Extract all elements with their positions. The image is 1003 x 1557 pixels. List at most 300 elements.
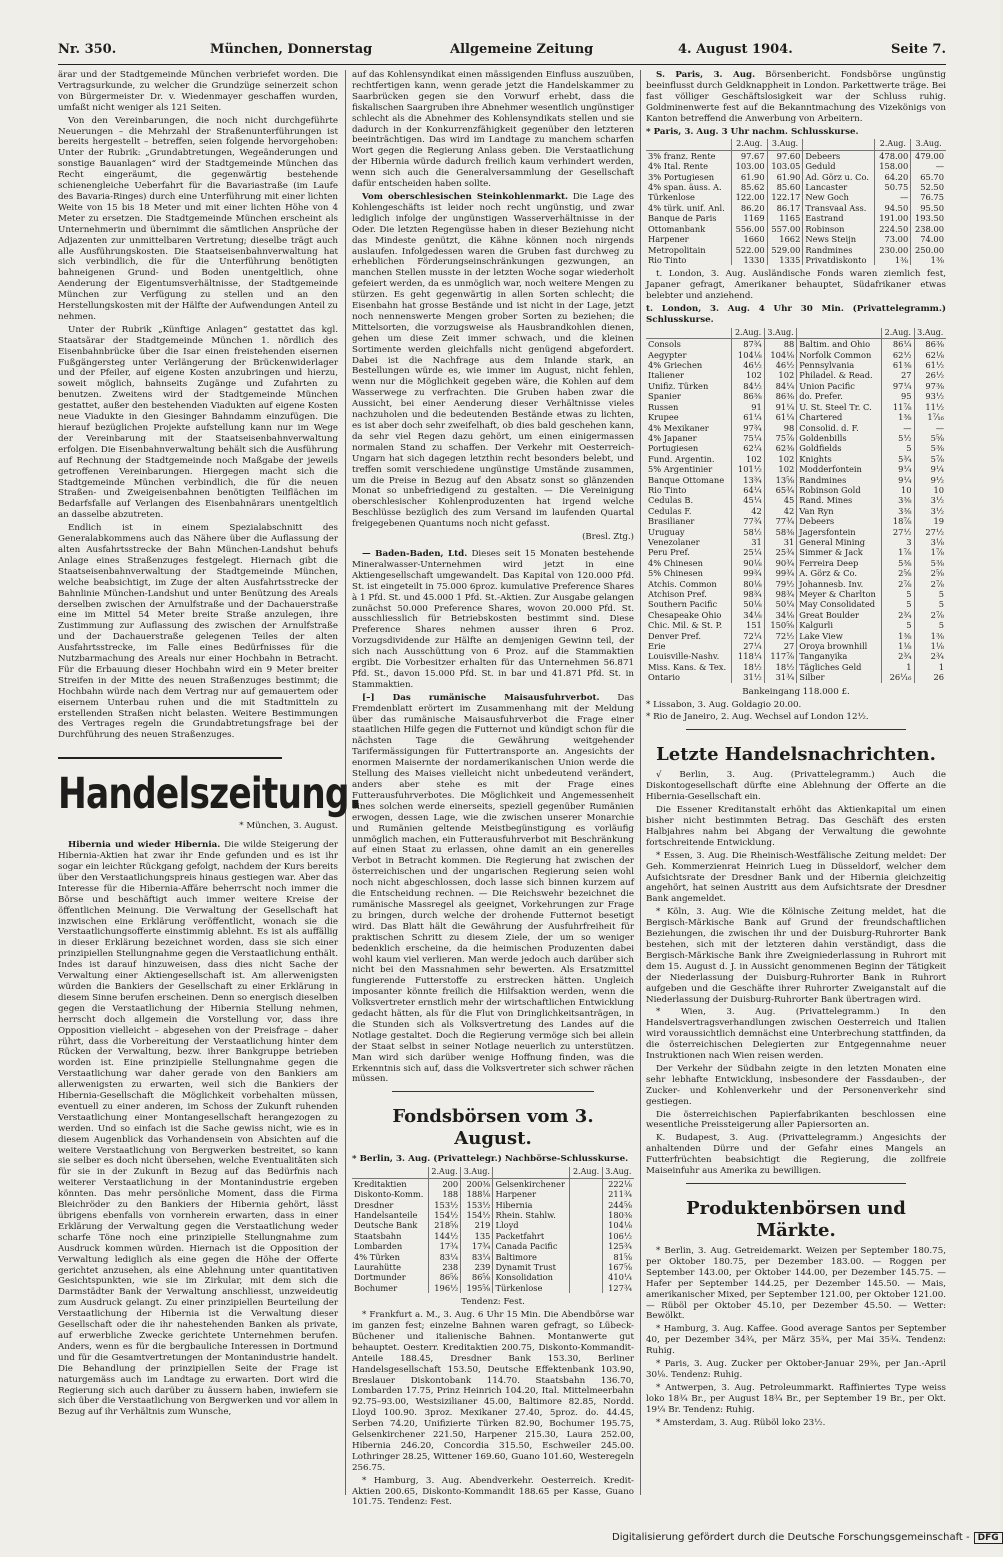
quote-value: 2⅞ bbox=[914, 610, 946, 620]
security-name: Meyer & Charlton bbox=[797, 589, 882, 599]
security-name: 4% Türken bbox=[354, 1251, 400, 1262]
quote-value: 86¼ bbox=[882, 339, 914, 350]
quote-value: 58½ bbox=[732, 527, 764, 537]
quote-value: 27½ bbox=[914, 527, 946, 537]
article-paragraph: Der Verkehr der Südbahn zeigte in den letzten Monaten eine sehr lebhafte Entwicklung, insbesondere der Fassdauben-, der Zucker- und Kohlenverkehr und der Personenverkehr sind gestiegen. bbox=[646, 1063, 946, 1107]
quote-value: 117⅞ bbox=[764, 651, 796, 661]
quote-value: 18⅞ bbox=[882, 516, 914, 526]
quote-value: 13⅝ bbox=[764, 475, 796, 485]
table-row bbox=[646, 350, 946, 360]
security-name: Bochumer bbox=[354, 1282, 398, 1293]
paris-quotes-table bbox=[646, 139, 946, 265]
security-name: 4% türk. unif. Anl. bbox=[648, 202, 725, 213]
quote-value: 91 bbox=[732, 402, 764, 412]
article-paragraph: * Berlin, 3. Aug. Getreidemarkt. Weizen per September 180.75, per Oktober 180.75, per Dezember 183.00. — Roggen per September 143.00, per Oktober 144.00, per Dezember 145.75. — Hafer per September 144.25, per Dezember 145.50. — Mais, amerikanischer Mixed, per September 121.00, per Oktober 121.00. — Rüböl per Oktober 45.10, per Dezember 45.50. — Wetter: Bewölkt. bbox=[646, 1246, 946, 1322]
quote-value: 46½ bbox=[732, 360, 764, 370]
security-name: Pennsylvania bbox=[797, 360, 882, 370]
column-header: 2.Aug. bbox=[428, 1167, 460, 1178]
column-3 bbox=[646, 70, 946, 1495]
article-paragraph: Das Fremdenblatt erörtert im Zusammenhang mit der Meldung über das rumänische Maisausfuhrverbot die Frage einer staatlichen Hilfe gegen die Futternot und kündigt schon für die nächsten Tage die Gewährung weitgehender Tarifermässigungen für Futtertransporte an. Angesichts der enormen Maisernte der nordamerikanischen Union werde die Stellung des Maises vielleicht nicht unbedeutend verändert, anders aber stehe es mit der Frage eines Futterausfuhrverbotes. Die Möglichkeit und Angemessenheit eines solchen werde einerseits, speziell gegenüber Rumänien erwogen, dessen Lage, wie die zwischen unserer Monarchie und Rumänien geltende Meistbegünstigung es vorläufig unmöglich machen, ein Futterausfuhrverbot mit Beschränkung auf einen Staat zu erlassen, ohne damit an ein generelles Verbot in Betracht kommen. Die Regierung hat zwischen der österreichischen und der ungarischen Regierung seien wohl noch nicht abgeschlossen, doch lasse sich binnen kurzem auf die Entscheidung rechnen. — Die Reichswehr bezeichnet die rumänische Massregel als geeignet, Vorkehrungen zur Frage zu bringen, durch welche der drohende Futternot besetigt wird. Das Blatt hält die Gewährung der Ausfuhrfreiheit für praktischen Schritt zu diesem Ziele, der um so weniger bedenklich erscheine, da die heimischen Produzenten dabei wohl kaum viel verlieren. Man werde jedoch auch darüber sich nicht bei den Massnahmen sehr bewerten. Als Ersatzmittel fungierende Futterstoffe zu erstrecken hätten. Ungleich imposanter könnte freilich die Hilfsaktion werden, wenn die Volksvertreter ernstlich mehr der wirtschaftlichen Entwicklung gedacht hätten, als für die Flut von Dringlichkeitsanträgen, in die Stunden sich als Volksvertretung des Landes auf die Notlage gestaltet. Doch die Regierung vermöge sich bei allein der Staat selbst in seiner Notlage neuerlich zu unterstützen. Man wird sich darüber wenige Hoffnung finden, was die Erkenntnis sich auf, dass die Volksvertreter sich schwer rächen müssen. bbox=[352, 692, 635, 1085]
quote-value: 1335 bbox=[767, 255, 803, 265]
security-name: Oroya brownhill bbox=[797, 641, 882, 651]
table-row bbox=[646, 402, 946, 412]
column-header: 2.Aug. bbox=[570, 1167, 602, 1178]
table-row bbox=[646, 610, 946, 620]
quote-value: 17¾ bbox=[461, 1241, 493, 1251]
quote-value: 211¾ bbox=[602, 1189, 634, 1199]
security-name: Ontario bbox=[648, 672, 681, 683]
table-row bbox=[646, 485, 946, 495]
quote-value: 1169 bbox=[731, 213, 767, 223]
security-name: Miss. Kans. & Tex. bbox=[648, 661, 727, 672]
quote-value: 230.00 bbox=[875, 245, 911, 255]
quote-value: 62½ bbox=[882, 350, 914, 360]
quote-value: 478.00 bbox=[875, 150, 911, 161]
article-paragraph: * Antwerpen, 3. Aug. Petroleummarkt. Raffiniertes Type weiss loko 18¾ Br., per August 18¾ Br., per September 19 Br., per Okt. 19¼ Br. Tendenz: Ruhig. bbox=[646, 1382, 946, 1415]
table-row bbox=[646, 641, 946, 651]
security-name: Ottomanbank bbox=[648, 223, 706, 234]
quote-value: 10 bbox=[914, 485, 946, 495]
quote-value: 50⅛ bbox=[732, 599, 764, 609]
security-name: Lake View bbox=[797, 631, 882, 641]
quote-value: 102 bbox=[764, 464, 796, 474]
table-row bbox=[352, 1200, 634, 1210]
table-row bbox=[646, 423, 946, 433]
security-name: Laurahütte bbox=[354, 1261, 401, 1272]
security-name: Erie bbox=[648, 641, 666, 652]
security-name: do. Prefer. bbox=[797, 391, 882, 401]
tendency: Tendenz: Fest. bbox=[461, 1297, 525, 1308]
issue-date: 4. August 1904. bbox=[678, 42, 793, 57]
section-masthead: Handelszeitung. bbox=[58, 757, 282, 819]
security-name: Rio Tinto bbox=[648, 484, 687, 495]
security-name: Uruguay bbox=[648, 526, 685, 537]
quote-value: 9¼ bbox=[882, 475, 914, 485]
table-row bbox=[352, 1241, 634, 1251]
security-name: 4% Mexikaner bbox=[648, 422, 709, 433]
security-name: Cedulas F. bbox=[648, 505, 692, 516]
quote-value: 61¼ bbox=[764, 412, 796, 422]
article-paragraph: Die wilde Steigerung der Hibernia-Aktien hat zwar ihr Ende gefunden und es ist ihr sogar ein leichter Rückgang gefolgt, nachdem der Kurs bereits über den Verstaatlichungspreis hinaus gestiegen war. Aber das Interesse für die Hibernia-Affäre beherrscht noch immer die Börse und beschäftigt auch immer weitere Kreise der öffentlichen Meinung. Die Verwaltung der Gesellschaft hat inzwischen eine Erklärung veröffentlicht, wonach sie die Verstaatlichungsofferte einstimmig ablehnt. Es ist als auffällig in dieser Erklärung bezeichnet worden, dass sie sich einer prinzipiellen Stellungnahme gegen die Verstaatlichung enthält. Indes ist darauf hinzuweisen, dass dies nicht Sache der Verwaltung einer Aktiengesellschaft ist. Am allerwenigsten würden die Bankiers der Gesellschaft zu einer Erklärung in diesem Sinne berufen erscheinen. Denn so energisch dieselben gegen die Verstaatlichung der Hibernia Stellung nehmen, herrscht doch allgemein die Vorstellung vor, dass ihre Opposition vielleicht – abgesehen von der Preisfrage – daher rührt, dass die Vorbereitung der Verstaatlichung hinter dem Rücken der Verwaltung, bezw. ihrer Bankgruppe betrieben worden ist. Eine prinzipielle Stellungnahme gegen die Verstaatlichung war daher gerade von den Bankiers am allerwenigsten zu erwarten, weil sich die Bankiers der Hibernia-Gesellschaft die Möglichkeit vorbehalten müssen, eventuell zu einer anderen, im Schoss der Zukunft ruhenden Verstaatlichung einer Montangesellschaft herangezogen zu werden. Und so einfach ist die Sache gewiss nicht, wie es in diesem Augenblick das Vorhandensein von Absichten auf die weitere Verstaatlichung von Bergwerken bestreitet, so kann sie selber es doch nicht übersehen, welche Eventualitäten sich für sie in der Zukunft in Bezug auf das Bedürfnis nach weiterer Verstaatlichung in der Montanindustrie ergeben könnten. Das mehr persönliche Moment, dass die Firma Bleichröder zu den Bankiers der Hibernia gehört, lässt übrigens ebenfalls von vornherein erwarten, dass in einer Erklärung der Verwaltung gegen die Verstaatlichung weder scharfe Töne noch eine prinzipielle Stellungnahme zum Ausdruck kommen würden. Hiernach ist die Opposition der Verwaltung lediglich als eine gegen die Höhe der Offerte gerichtet anzusehen, als eine Ablehnung unter quantitativen Gesichtspunkten, wie sie im Zirkular, mit dem sich die Darmstädter Bank der Verwaltung anschliesst, unzweideutig zum Ausdruck gelangt. Zu einer prinzipiellen Beurteilung der Verstaatlichung der Hibernia ist die Verwaltung dieser Gesellschaft oder die ihr nahestehenden Banken als private, auf erwerbliche Zwecke gerichtete Unternehmen berufen. Anders, wenn es für die bergbauliche Interessen in Dortmund und für die Gesamtvertretungen der Montanindustrie handelt. Die Behandlung der prinzipiellen Seite der Frage ist naturgemäss auch im Landtage zu erwarten. Dort wird die Regierung sich auch darüber zu äussern haben, inwiefern sie sich über die Verstaatlichung von Bergwerken und vor allem in Bezug auf ihr Verhältnis zum Wunsche, bbox=[58, 840, 339, 1418]
quote-value: 196½ bbox=[428, 1283, 460, 1293]
article-paragraph: Endlich ist in einem Spezialabschnitt des Generalabkommens auch das Nähere über die Auflassung der alten Ausfahrtsstrecke der Bahn München-Landshut behufs Anlage eines Straßenzuges festgelegt. Hiernach gibt die Staatseisenbahnverwaltung der Stadtgemeinde München, welche beabsichtigt, im Zuge der alten Ausfahrtsstrecke der Bahnlinie München-Landshut und unter Benützung des Areals derselben zwischen der Arnulfstraße und der Dachauerstraße eine im Mittel 54 Meter breite Straße anzulegen, ihre Zustimmung zur Auflassung des zwischen der Arnulfstraße und der Dachauerstraße gelegenen Teiles der alten Ausfahrtsstrecke, im Falle eines Bedürfnisses für die Nutzbarmachung des Areals nur einer Hochbahn in Betracht. Für die Erbauung dieser Hochbahn wird ein 9 Meter breiter Streifen in der Mitte des neuen Straßenzuges bestimmt; die Hochbahn würde nach dem Vertrag nur auf gemauertem oder eisernem Unterbau ruhen und die mit Stadtmitteln zu erstellenden Straßen nicht belasten. Weitere Bestimmungen des Vertrages regeln die Grundabtretungsfrage bei der Durchführung des neuen Straßenzuges. bbox=[58, 523, 338, 741]
security-name: Kalgurli bbox=[797, 620, 882, 630]
security-name: Venezolaner bbox=[648, 536, 700, 547]
quote-value: 1⅛ bbox=[882, 641, 914, 651]
quote-value: 188⅛ bbox=[461, 1189, 493, 1199]
section-rule bbox=[392, 1091, 594, 1092]
quote-value bbox=[570, 1220, 602, 1230]
quote-value: 77¾ bbox=[732, 516, 764, 526]
quote-value: 1⅛ bbox=[914, 641, 946, 651]
quote-value: 556.00 bbox=[731, 224, 767, 234]
source-note: (Bresl. Ztg.) bbox=[582, 532, 634, 543]
quote-value: 200⅜ bbox=[461, 1178, 493, 1189]
quote-value: 2⅝ bbox=[914, 568, 946, 578]
security-name: Konsolidation bbox=[493, 1272, 570, 1282]
digitization-credit bbox=[612, 1532, 1003, 1544]
security-name: Modderfontein bbox=[797, 464, 882, 474]
quote-value: 218⅝ bbox=[428, 1220, 460, 1230]
quote-value: 3⅜ bbox=[882, 495, 914, 505]
quote-value: 86⅜ bbox=[914, 339, 946, 350]
quote-value: — bbox=[911, 161, 946, 171]
table-row bbox=[352, 1189, 634, 1199]
quote-value: 97¾ bbox=[732, 423, 764, 433]
quote-value: 106½ bbox=[602, 1231, 634, 1241]
quote-value: 95 bbox=[882, 391, 914, 401]
table-row bbox=[646, 516, 946, 526]
table-row bbox=[646, 599, 946, 609]
security-name: Türkenlose bbox=[648, 192, 695, 203]
table-row bbox=[646, 558, 946, 568]
quote-value: 50¼ bbox=[764, 599, 796, 609]
quote-value: 85.62 bbox=[731, 182, 767, 192]
article-paragraph: Unter der Rubrik „Künftige Anlagen“ gestattet das kgl. Staatsärar der Stadtgemeinde München 1. nördlich des Eisenbahnbrücke über die Isar einen freistehenden eisernen Fußgängersteg unter Verlängerung der Brückenwiderlager und der Pfeiler, auf eigene Kosten anzubringen und hierzu, soweit möglich, bahnseits Zugänge und Zufahrten zu benutzen. Zweitens wird der Stadtgemeinde München gestattet, außer den bestehenden Viadukten auf eigene Kosten neue Viadukte in den Giesinger Bahndamm einzufügen. Die hierauf bezüglichen Projekte aufstellung kann nur im Wege der Vereinbarung mit der Staatseisenbahnverwaltung erfolgen. Die Eisenbahnverwaltung behält sich die Ausführung auf Rechnung der Stadtgemeinde noch Maßgabe der jeweils getroffenen Vereinbarungen. Hiergegen macht sich die Stadtgemeinde München verbindlich, die für die neuen Straßen- und Zweigeisenbahnen benötigten Teilflächen im Bedarfsfalle auf Verlangen des Eisenbahnärars unentgeltlich an dasselbe abzutreten. bbox=[58, 324, 338, 521]
quote-value: 93½ bbox=[914, 391, 946, 401]
quote-value: 81⅝ bbox=[602, 1252, 634, 1262]
quote-value: 1 bbox=[882, 662, 914, 672]
security-name: Consolid. d. F. bbox=[797, 423, 882, 433]
quote-value: 153½ bbox=[428, 1200, 460, 1210]
quote-value: 31¾ bbox=[764, 672, 796, 682]
table-row bbox=[646, 182, 946, 192]
quote-value: 1⅜ bbox=[911, 255, 946, 265]
security-name: Atchison Pref. bbox=[648, 589, 707, 599]
quote-value: 83¼ bbox=[428, 1252, 460, 1262]
security-name: Handelsanteile bbox=[354, 1209, 418, 1220]
quote-value: 97⅜ bbox=[914, 381, 946, 391]
article-headline: S. Paris, 3. Aug. bbox=[656, 70, 756, 80]
quote-value: 42 bbox=[732, 506, 764, 516]
table-row bbox=[646, 433, 946, 443]
quote-value: 79½ bbox=[764, 579, 796, 589]
quote-value: 3⅛ bbox=[914, 537, 946, 547]
article-paragraph: * Hamburg, 3. Aug. Abendverkehr. Oesterreich. Kredit-Aktien 200.65, Diskonto-Kommandit 188.65 per Kasse, Guano 101.75. Tendenz: Fest. bbox=[352, 1475, 634, 1508]
quote-value: 86⅜ bbox=[732, 391, 764, 401]
security-name: Dortmunder bbox=[354, 1272, 406, 1283]
quote-value: 102 bbox=[764, 454, 796, 464]
table-row bbox=[646, 192, 946, 202]
article-paragraph: Dieses seit 15 Monaten bestehende Mineralwasser-Unternehmen wird jetzt in eine Aktiengesellschaft umgewandelt. Das Kapital von 120.000 Pfd. St. ist eingeteilt in 75.000 6proz. kumulative Preference Shares à 1 Pfd. St. und 45.000 1 Pfd. St.-Aktien. Zur Ausgabe gelangen zunächst 50.000 Preference Shares, wovon 20.000 Pfd. St. ausschliesslich für Betriebskosten bestimmt sind. Diese Preference Shares nehmen ausser ihren 6 Proz. Vorzugsdividende zur Hälfte an demjenigen Gewinn teil, der sich nach Ausschüttung von 6 Proz. auf die Stammaktien ergibt. Die Vorbesitzer erhalten für das Unternehmen 56.871 Pfd. St., davon 15.000 Pfd. St. in bar und 41.871 Pfd. St. in Stammaktien. bbox=[352, 548, 635, 690]
quote-value: 2¾ bbox=[882, 651, 914, 661]
quote-value: 1⅜ bbox=[875, 255, 911, 265]
security-name: Debeers bbox=[797, 516, 882, 526]
table-row bbox=[646, 245, 946, 255]
table-row bbox=[646, 213, 946, 223]
quote-value: 58⅜ bbox=[764, 527, 796, 537]
quote-value: 522.00 bbox=[731, 245, 767, 255]
header-rule bbox=[58, 64, 946, 65]
table-row bbox=[646, 443, 946, 453]
quote-value: 153½ bbox=[461, 1200, 493, 1210]
quote-value bbox=[570, 1272, 602, 1282]
security-name: Dynamit Trust bbox=[493, 1262, 570, 1272]
security-name: Philadel. & Read. bbox=[797, 370, 882, 380]
security-name: 4% Griechen bbox=[648, 360, 703, 371]
quote-value: 101½ bbox=[732, 464, 764, 474]
quote-value: 2⅝ bbox=[882, 568, 914, 578]
quote-value: 191.00 bbox=[875, 213, 911, 223]
quote-value: 26½ bbox=[914, 370, 946, 380]
credit-text: Digitalisierung gefördert durch die Deutsche Forschungsgemeinschaft - bbox=[612, 1532, 970, 1543]
quote-value: 104⅛ bbox=[602, 1220, 634, 1230]
column-header bbox=[797, 328, 882, 339]
article-paragraph: Von den Vereinbarungen, die noch nicht durchgeführte Neuerungen – die Mehrzahl der Straßenunterführungen ist bereits hergestellt – betreffen, seien folgende hervorgehoben: Unter der Rubrik: „Grundabtretungen, Wegeänderungen und sonstige Bauanlagen“ wird der Stadtgemeinde München das Recht eingeräumt, die gegenwärtig bestehende schienengleiche Ueberfahrt für die Bavariastraße (im Laufe des Bavaria-Ringes) durch eine Unterführung mit einer lichten Weite von 15 bis 18 Meter und mit einer lichten Höhe von 4 Meter zu ersetzen. Die Stadtgemeinde München erscheint als Unternehmerin und übernimmt die sämtlichen Ansprüche der Adjazenten zur unmittelbaren Vertretung; dieselbe trägt auch alle Ausführungskosten. Die Staatseisenbahnverwaltung hat sich verbindlich, die für die Unterführung benötigten bahneigenen Grund- und Boden unentgeltlich, ohne Aenderung der Eigentumsverhältnisse, der Stadtgemeinde München zur Verfügung zu stellen und an den Herstellungskosten mit der Hälfte der Aufwendungen Anteil zu nehmen. bbox=[58, 115, 338, 322]
security-name: News Steijn bbox=[803, 234, 875, 244]
quote-value: 102 bbox=[732, 454, 764, 464]
column-header: 2.Aug. bbox=[731, 139, 767, 150]
quote-value: 244⅝ bbox=[602, 1200, 634, 1210]
security-name: Krupee bbox=[648, 412, 679, 423]
quote-value: 195⅝ bbox=[461, 1283, 493, 1293]
column-header: 2.Aug. bbox=[732, 328, 764, 339]
column-2 bbox=[352, 70, 635, 1508]
security-name: Norfolk Common bbox=[797, 350, 882, 360]
quote-value: 5⅞ bbox=[914, 454, 946, 464]
quote-value: 65.70 bbox=[911, 172, 946, 182]
quote-value: 151 bbox=[732, 620, 764, 630]
quote-value: 5 bbox=[914, 620, 946, 630]
place-day: München, Donnerstag bbox=[210, 42, 373, 57]
table-row bbox=[646, 234, 946, 244]
quote-value: 61.90 bbox=[731, 172, 767, 182]
quote-value bbox=[570, 1210, 602, 1220]
quote-value: 2¾ bbox=[914, 651, 946, 661]
quote-value bbox=[570, 1283, 602, 1293]
security-name: Johannesb. Inv. bbox=[797, 579, 882, 589]
quote-value: 238.00 bbox=[911, 224, 946, 234]
quote-value: 2⅞ bbox=[882, 579, 914, 589]
column-header bbox=[646, 328, 732, 339]
quote-value: 64.20 bbox=[875, 172, 911, 182]
quote-value: 84¼ bbox=[764, 381, 796, 391]
page-number: Seite 7. bbox=[891, 42, 946, 57]
article-paragraph: * Paris, 3. Aug. Zucker per Oktober-Januar 29⅜, per Jan.-April 30⅛. Tendenz: Ruhig. bbox=[646, 1359, 946, 1380]
security-name: Diskonto-Komm. bbox=[354, 1189, 424, 1200]
quote-value: 25¼ bbox=[732, 547, 764, 557]
security-name: New Goch bbox=[803, 192, 875, 202]
quote-value: 5 bbox=[882, 589, 914, 599]
security-name: 5% Chinesen bbox=[648, 568, 703, 579]
quote-value: 72¼ bbox=[732, 631, 764, 641]
quote-value: 1660 bbox=[731, 234, 767, 244]
quote-value: 84½ bbox=[732, 381, 764, 391]
security-name: Denver Pref. bbox=[648, 630, 701, 641]
table-row bbox=[646, 172, 946, 182]
quote-value: 103.00 bbox=[731, 161, 767, 171]
quote-value: 31 bbox=[732, 537, 764, 547]
column-header bbox=[646, 139, 731, 150]
quote-value: 167⅝ bbox=[602, 1262, 634, 1272]
article-paragraph: Börsenbericht. Fondsbörse ungünstig beeinflusst durch Geldknappheit in London. Parkettwerte träge. Bei fast völliger Geschäftslosigkeit war der Schluss ruhig. Goldminenwerte fest auf die Bekanntmachung des Vizekönigs von Kanton betreffend die Anwerbung von Arbeitern. bbox=[646, 70, 946, 124]
quote-value: 144½ bbox=[428, 1231, 460, 1241]
table-row bbox=[646, 631, 946, 641]
column-header: 3.Aug. bbox=[767, 139, 803, 150]
table-row bbox=[646, 360, 946, 370]
security-name: Silber bbox=[797, 672, 882, 682]
article-paragraph: * Hamburg, 3. Aug. Kaffee. Good average Santos per September 40, per Dezember 34¾, per März 35¾, per Mai 35¾. Tendenz: Ruhig. bbox=[646, 1324, 946, 1357]
security-name: Union Pacific bbox=[797, 381, 882, 391]
security-name: Gelsenkirchener bbox=[493, 1178, 570, 1189]
quote-value: 3 bbox=[882, 537, 914, 547]
security-name: Randmines bbox=[803, 245, 875, 255]
quote-value: 46½ bbox=[764, 360, 796, 370]
security-name: General Mining bbox=[797, 537, 882, 547]
table-header-row bbox=[352, 1167, 634, 1178]
quote-value: 75¼ bbox=[732, 433, 764, 443]
quote-value: 3⅜ bbox=[882, 506, 914, 516]
security-name: Atchis. Common bbox=[648, 578, 717, 589]
quote-value: 11⅞ bbox=[882, 402, 914, 412]
quote-value: 1⅜ bbox=[882, 412, 914, 422]
security-name: 5% Argentinier bbox=[648, 464, 713, 475]
quote-value: 135 bbox=[461, 1231, 493, 1241]
table-row bbox=[646, 537, 946, 547]
quote-value: 52.50 bbox=[911, 182, 946, 192]
quote-value: 98¾ bbox=[764, 589, 796, 599]
quote-intro: * Berlin, 3. Aug. (Privattelegr.) Nachbörse-Schlusskurse. bbox=[352, 1154, 629, 1165]
table-row bbox=[646, 412, 946, 422]
quote-value: 61½ bbox=[914, 360, 946, 370]
quote-value: 86⅝ bbox=[428, 1272, 460, 1282]
quote-value: 27 bbox=[764, 641, 796, 651]
security-name: Fund. Argentin. bbox=[648, 453, 715, 464]
table-row bbox=[646, 464, 946, 474]
short-notice: * Lissabon, 3. Aug. Goldagio 20.00. bbox=[646, 699, 802, 710]
quote-value: 27 bbox=[882, 370, 914, 380]
quote-value: 10 bbox=[882, 485, 914, 495]
quote-value: 3½ bbox=[914, 506, 946, 516]
security-name: Van Ryn bbox=[797, 506, 882, 516]
table-row bbox=[646, 506, 946, 516]
quote-value: 2⅞ bbox=[914, 579, 946, 589]
table-row bbox=[352, 1220, 634, 1230]
quote-value: 5 bbox=[882, 620, 914, 630]
security-name: U. St. Steel Tr. C. bbox=[797, 402, 882, 412]
quote-value: 479.00 bbox=[911, 150, 946, 161]
quote-value: 62¼ bbox=[732, 443, 764, 453]
column-header: 2.Aug. bbox=[875, 139, 911, 150]
quote-value: 34⅛ bbox=[764, 610, 796, 620]
quote-value: 125¾ bbox=[602, 1241, 634, 1251]
security-name: Metropolitain bbox=[648, 244, 706, 255]
article-paragraph: * Essen, 3. Aug. Die Rheinisch-Westfälische Zeitung meldet: Der Geh. Kommerzienrat Heinrich Lueg in Düsseldorf, welcher dem Aufsichtsrate der Dresdner Bank und der Hibernia gleichzeitig angehört, hat seinen Austritt aus dem Aufsichtsrate der Dresdner Bank angemeldet. bbox=[646, 850, 946, 905]
issue-number: Nr. 350. bbox=[58, 42, 117, 57]
quote-value: 250.00 bbox=[911, 245, 946, 255]
quote-value bbox=[570, 1178, 602, 1189]
table-row bbox=[646, 224, 946, 234]
table-row bbox=[352, 1272, 634, 1282]
quote-value: 3½ bbox=[914, 495, 946, 505]
security-name: Louisville-Nashv. bbox=[648, 651, 720, 662]
table-row bbox=[646, 370, 946, 380]
quote-value: 50.75 bbox=[875, 182, 911, 192]
quote-value: 18½ bbox=[732, 662, 764, 672]
quote-value: 1⅜ bbox=[882, 631, 914, 641]
security-name: 4% Chinesen bbox=[648, 557, 703, 568]
quote-value: 193.50 bbox=[911, 213, 946, 223]
security-name: Robinson Gold bbox=[797, 485, 882, 495]
table-row bbox=[646, 391, 946, 401]
security-name: Unifiz. Türken bbox=[648, 380, 709, 391]
security-name: Lombarden bbox=[354, 1241, 403, 1252]
table-row bbox=[646, 495, 946, 505]
quote-intro: * Paris, 3. Aug. 3 Uhr nachm. Schlusskurse. bbox=[646, 126, 859, 137]
security-name: Chic. Mil. & St. P. bbox=[648, 620, 723, 631]
quote-value bbox=[570, 1231, 602, 1241]
article-paragraph: Die Lage des Kohlengeschäfts ist leider noch recht ungünstig, und zwar lediglich infolge der ungünstigen Wasserverhältnisse in der Oder. Die letzten Regengüsse haben in dieser Beziehung nicht das Mindeste genützt, die Kähne können noch nirgends auslaufen. Infolgedessen waren die Gruben fast durchweg zu erheblichen Förderungseinschränkungen gezwungen, an manchen Stellen musste in der letzten Woche sogar wiederholt gefeiert werden, da es unmöglich war, noch weitere Mengen zu stürzen. Es geht gegenwärtig in allen Sorten schlecht; die Eisenbahn hat grosse Bestände und ist nicht in der Lage, jetzt noch nennenswerte Mengen grober Sorten zu beziehen; die Mittelsorten, die vorzugsweise als Hausbrandkohlen dienen, gehen um diese Zeit immer schwach, und die kleinen Sortimente werden gleichfalls nicht genügend abgefordert. Dabei ist die Nachfrage aus dem Inlande stark, an Bestellungen würde es, wie immer im August, nicht fehlen, wenn nur die Möglichkeit gegeben wäre, die Kohlen auf dem Wasserwege zu verfrachten. Die Gruben haben zwar die Aussicht, bei einer Aenderung dieser Verhältnisse vieles nachzuholen und die bedeutenden Bestände etwas zu lichten, es ist aber doch sehr zweifelhaft, ob dies bald geschehen kann, da sehr viel Regen dazu gehört, um einen einigermassen normalen Stand zu schaffen. Der Verkehr mit Oesterreich-Ungarn hat sich dagegen letzthin recht besonders belebt, und treffen somit verschiedene ungünstige Umstände zusammen, um die Preise in Bezug auf den Absatz sonst so glänzenden Monat so unbefriedigend zu gestalten. — Die Vereinigung oberschlesischer Kohlenproduzenten hat irgend welche Beschlüsse bezüglich des zum Versand im laufenden Quartal freigegebenen Quantums noch nicht gefasst. bbox=[352, 191, 634, 530]
quote-value: 5⅜ bbox=[914, 443, 946, 453]
dateline: * München, 3. August. bbox=[239, 821, 338, 832]
quote-value: 86.17 bbox=[767, 203, 803, 213]
table-row bbox=[352, 1252, 634, 1262]
quote-value: 224.50 bbox=[875, 224, 911, 234]
quote-value: 26 bbox=[914, 672, 946, 682]
quote-value: 122.17 bbox=[767, 192, 803, 202]
quote-value: 62⅜ bbox=[764, 443, 796, 453]
quote-value: 64¼ bbox=[732, 485, 764, 495]
quote-value: 99¾ bbox=[764, 568, 796, 578]
security-name: Packetfahrt bbox=[493, 1231, 570, 1241]
security-name: Great Boulder bbox=[797, 610, 882, 620]
quote-value: 1 bbox=[914, 662, 946, 672]
table-row bbox=[646, 547, 946, 557]
quote-value: 45 bbox=[764, 495, 796, 505]
article-paragraph: * Köln, 3. Aug. Wie die Kölnische Zeitung meldet, hat die Bergisch-Märkische Bank auf Grund der freundschaftlichen Beziehungen, die zwischen ihr und der Duisburg-Ruhrorter Bank bestehen, sich mit der letzteren dahin verständigt, dass die Bergisch-Märkische Bank ihre Zweigniederlassung in Ruhrort mit dem 15. August d. J. in Aussicht genommenen Beginn der Tätigkeit der Niederlassung der Duisburg-Ruhrorter Bank in Ruhrort aufgeben und die Geschäfte ihrer Ruhrorter Zweiganstalt auf die Niederlassung der Duisburg-Ruhrorter Bank übertragen wird. bbox=[646, 907, 946, 1005]
security-name: Russen bbox=[648, 401, 679, 412]
quote-value: 11½ bbox=[914, 402, 946, 412]
security-name: Banque Ottomane bbox=[648, 474, 725, 485]
quote-value: 77¾ bbox=[764, 516, 796, 526]
quote-intro: t. London, 3. Aug. 4 Uhr 30 Min. (Privattelegramm.) Schlusskurse. bbox=[646, 304, 946, 325]
quote-value: 127¾ bbox=[602, 1283, 634, 1293]
security-name: Cedulas B. bbox=[648, 495, 694, 506]
table-row bbox=[646, 150, 946, 161]
quote-value: 31½ bbox=[732, 672, 764, 682]
table-row bbox=[646, 475, 946, 485]
security-name: Peru Pref. bbox=[648, 547, 690, 558]
security-name: Jagersfontein bbox=[797, 527, 882, 537]
security-name: Italiener bbox=[648, 370, 684, 381]
quote-value: 19 bbox=[914, 516, 946, 526]
quote-value: 61¼ bbox=[732, 412, 764, 422]
quote-value: 1⅞ bbox=[914, 547, 946, 557]
section-rule bbox=[686, 729, 906, 730]
quote-value: 1⅞ bbox=[882, 547, 914, 557]
security-name: Transvaal Ass. bbox=[803, 203, 875, 213]
security-name: Brasilianer bbox=[648, 516, 695, 527]
quote-value: — bbox=[882, 423, 914, 433]
security-name: A. Görz & Co. bbox=[797, 568, 882, 578]
quote-value: 557.00 bbox=[767, 224, 803, 234]
section-title: Produktenbörsen und Märkte. bbox=[686, 1198, 906, 1241]
article-paragraph: * Wien, 3. Aug. (Privattelegramm.) In den Handelsvertragsverhandlungen zwischen Oesterreich und Italien wird voraussichtlich demnächst eine Unterbrechung stattfinden, da die österreichischen Delegierten zur Entgegennahme neuer Instruktionen nach Wien reisen werden. bbox=[646, 1007, 946, 1062]
quote-value: 104⅛ bbox=[764, 350, 796, 360]
quote-value: 97¼ bbox=[882, 381, 914, 391]
quote-value: 97.67 bbox=[731, 150, 767, 161]
article-paragraph: t. London, 3. Aug. Ausländische Fonds waren ziemlich fest, Japaner gefragt, Amerikaner behauptet, Südafrikaner etwas belebter und anziehend. bbox=[646, 269, 946, 302]
table-row bbox=[352, 1210, 634, 1220]
quote-value: 97.60 bbox=[767, 150, 803, 161]
quote-value: 75⅞ bbox=[764, 433, 796, 443]
quote-value: — bbox=[914, 423, 946, 433]
quote-value: 45¼ bbox=[732, 495, 764, 505]
quote-value bbox=[570, 1200, 602, 1210]
security-name: Consols bbox=[648, 339, 681, 350]
table-row bbox=[646, 568, 946, 578]
security-name: Hibernia bbox=[493, 1200, 570, 1210]
